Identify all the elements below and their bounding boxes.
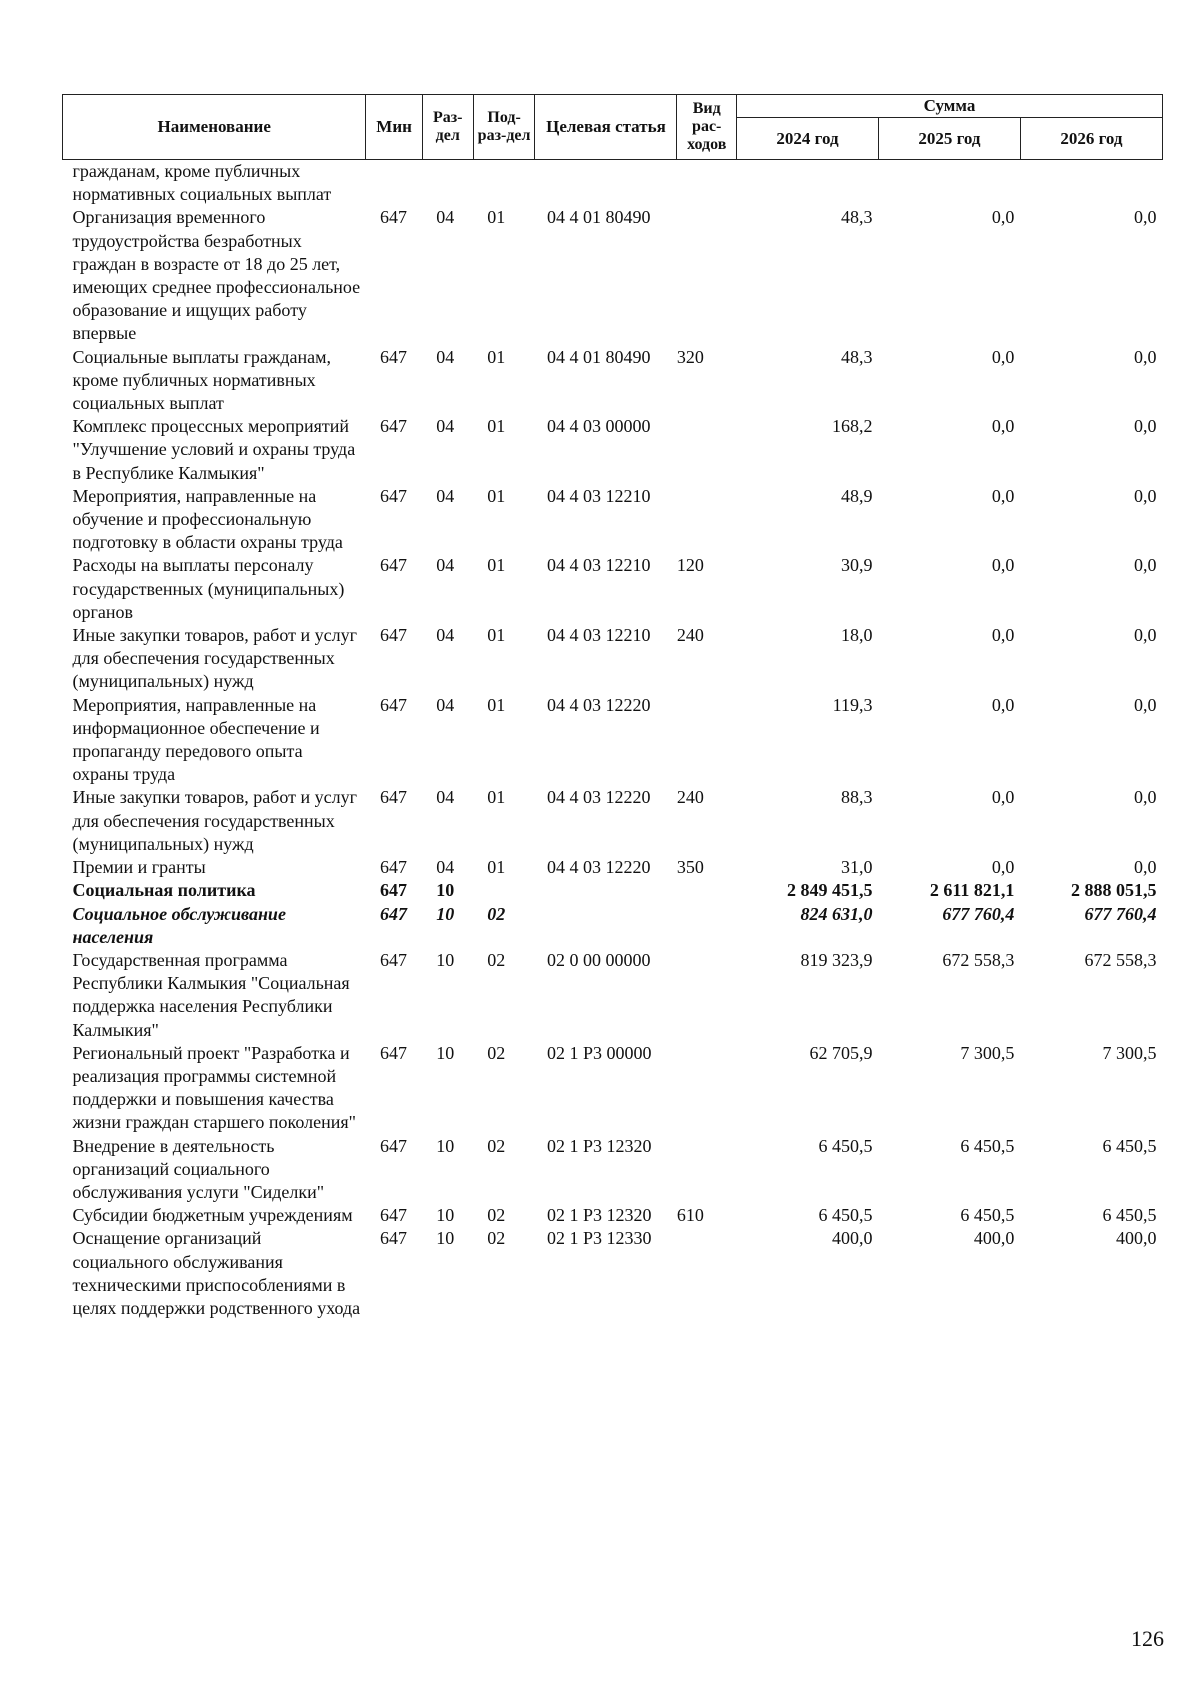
row-amount-2024: 62 705,9 <box>809 1042 873 1063</box>
row-name: Комплекс процессных мероприятий "Улучшение условий и охраны труда в Республике Калмыкия" <box>72 416 356 483</box>
table-header <box>63 95 1163 160</box>
row-podrazdel: 02 <box>487 1205 506 1226</box>
row-podrazdel: 02 <box>487 949 506 970</box>
row-amount-2024: 400,0 <box>831 1228 873 1249</box>
table-row <box>63 1135 1163 1205</box>
row-kind <box>677 1227 737 1320</box>
row-amount-2024: 31,0 <box>840 857 873 878</box>
row-kind <box>677 1042 737 1135</box>
row-amount-2026: 0,0 <box>1134 416 1157 437</box>
table-row <box>63 1227 1163 1320</box>
table-body <box>63 160 1163 1321</box>
col-header-razdel: Раз-дел <box>422 95 473 160</box>
row-amount-2026: 6 450,5 <box>1102 1205 1157 1226</box>
row-amount-2025: 7 300,5 <box>960 1042 1015 1063</box>
row-amount-2024: 48,9 <box>840 485 873 506</box>
row-podrazdel: 02 <box>487 1228 506 1249</box>
row-min: 647 <box>379 903 407 924</box>
page-number: 126 <box>1131 1626 1164 1651</box>
row-amount-2025: 0,0 <box>991 416 1015 437</box>
row-amount-2024: 88,3 <box>840 787 873 808</box>
row-name: Социальные выплаты гражданам, кроме публичных нормативных социальных выплат <box>72 346 331 414</box>
col-header-min: Мин <box>366 95 422 160</box>
row-amount-2025 <box>878 160 1020 207</box>
row-min: 647 <box>379 949 407 970</box>
row-razdel: 10 <box>436 1135 455 1156</box>
row-article: 04 4 03 12210 <box>546 555 651 576</box>
row-min: 647 <box>379 346 407 367</box>
row-amount-2026: 0,0 <box>1134 625 1157 646</box>
row-name: Иные закупки товаров, работ и услуг для обеспечения государственных (муниципальных) нужд <box>72 625 357 692</box>
row-amount-2026: 7 300,5 <box>1102 1042 1157 1063</box>
row-min: 647 <box>379 880 407 901</box>
row-amount-2024: 30,9 <box>840 555 873 576</box>
row-article <box>535 879 677 902</box>
row-podrazdel: 01 <box>487 857 506 878</box>
row-amount-2026: 0,0 <box>1134 346 1157 367</box>
row-kind: 240 <box>676 625 704 646</box>
row-podrazdel: 02 <box>487 903 506 924</box>
row-amount-2024: 2 849 451,5 <box>786 880 873 901</box>
row-amount-2026: 0,0 <box>1134 694 1157 715</box>
row-min: 647 <box>379 857 407 878</box>
row-razdel: 04 <box>436 625 455 646</box>
table-row <box>63 786 1163 856</box>
row-article <box>535 160 677 207</box>
row-razdel: 04 <box>436 485 455 506</box>
row-article <box>535 903 677 949</box>
table-row <box>63 949 1163 1042</box>
table-row <box>63 879 1163 902</box>
table-row <box>63 346 1163 416</box>
row-razdel: 10 <box>436 1042 455 1063</box>
row-podrazdel <box>473 160 535 207</box>
row-article: 02 1 Р3 12320 <box>546 1135 652 1156</box>
table-row <box>63 694 1163 787</box>
table-row <box>63 624 1163 694</box>
row-razdel: 04 <box>436 207 455 228</box>
table-row <box>63 415 1163 485</box>
row-name: Мероприятия, направленные на информационное обеспечение и пропаганду передового опыта охраны труда <box>72 694 320 785</box>
row-amount-2024: 6 450,5 <box>818 1135 873 1156</box>
row-amount-2025: 0,0 <box>991 694 1015 715</box>
row-amount-2026: 0,0 <box>1134 485 1157 506</box>
row-article: 02 0 00 00000 <box>546 949 651 970</box>
row-razdel: 04 <box>436 555 455 576</box>
row-amount-2024: 48,3 <box>840 207 873 228</box>
row-article: 04 4 03 12220 <box>546 787 651 808</box>
table-row <box>63 554 1163 624</box>
row-min: 647 <box>379 1135 407 1156</box>
budget-table <box>62 94 1163 1320</box>
row-amount-2026: 0,0 <box>1134 207 1157 228</box>
row-amount-2026: 0,0 <box>1134 857 1157 878</box>
row-amount-2024: 48,3 <box>840 346 873 367</box>
row-amount-2026: 0,0 <box>1134 555 1157 576</box>
row-amount-2026: 6 450,5 <box>1102 1135 1157 1156</box>
row-kind <box>677 949 737 1042</box>
col-header-article: Целевая статья <box>535 95 677 160</box>
row-kind <box>677 1135 737 1205</box>
row-amount-2025: 0,0 <box>991 857 1015 878</box>
row-kind <box>677 694 737 787</box>
row-amount-2024 <box>737 160 879 207</box>
row-article: 04 4 01 80490 <box>546 207 651 228</box>
row-kind <box>677 415 737 485</box>
row-razdel <box>422 160 473 207</box>
row-amount-2024: 18,0 <box>840 625 873 646</box>
row-name: Иные закупки товаров, работ и услуг для обеспечения государственных (муниципальных) нужд <box>72 787 357 854</box>
row-razdel: 04 <box>436 787 455 808</box>
table-row <box>63 485 1163 555</box>
row-min: 647 <box>379 207 407 228</box>
row-podrazdel: 01 <box>487 485 506 506</box>
row-article: 02 1 Р3 00000 <box>546 1042 652 1063</box>
row-amount-2025: 0,0 <box>991 346 1015 367</box>
row-amount-2026: 2 888 051,5 <box>1071 880 1157 901</box>
row-podrazdel <box>473 879 535 902</box>
row-kind <box>677 206 737 345</box>
row-podrazdel: 01 <box>487 555 506 576</box>
table-row <box>63 160 1163 207</box>
row-podrazdel: 01 <box>487 416 506 437</box>
table-row <box>63 1042 1163 1135</box>
row-min: 647 <box>379 555 407 576</box>
row-podrazdel: 01 <box>487 787 506 808</box>
row-article: 04 4 01 80490 <box>546 346 651 367</box>
row-amount-2025: 0,0 <box>991 787 1015 808</box>
row-article: 02 1 Р3 12330 <box>546 1228 652 1249</box>
row-podrazdel: 01 <box>487 207 506 228</box>
row-amount-2026 <box>1020 160 1162 207</box>
row-name: Социальное обслуживание населения <box>72 903 286 947</box>
row-name: Субсидии бюджетным учреждениям <box>72 1205 353 1226</box>
row-kind <box>677 903 737 949</box>
col-header-sum: Сумма <box>737 95 1163 118</box>
row-kind <box>677 160 737 207</box>
row-amount-2024: 819 323,9 <box>800 949 873 970</box>
row-name: Организация временного трудоустройства безработных граждан в возрасте от 18 до 25 лет, имеющих среднее профессиональное образование и ищущих работу впервые <box>72 207 361 344</box>
row-name: Премии и гранты <box>72 857 206 878</box>
row-min: 647 <box>379 625 407 646</box>
row-kind: 320 <box>676 346 704 367</box>
row-razdel: 04 <box>436 694 455 715</box>
row-article: 04 4 03 00000 <box>546 416 651 437</box>
row-amount-2025: 677 760,4 <box>942 903 1015 924</box>
row-article: 04 4 03 12210 <box>546 625 651 646</box>
row-name: Оснащение организаций социального обслуживания техническими приспособлениями в целях поддержки родственного ухода <box>72 1228 361 1318</box>
col-header-kind: Вид рас-ходов <box>677 95 737 160</box>
row-amount-2025: 0,0 <box>991 555 1015 576</box>
row-podrazdel: 01 <box>487 625 506 646</box>
row-amount-2025: 400,0 <box>973 1228 1015 1249</box>
row-amount-2026: 400,0 <box>1116 1228 1157 1249</box>
row-kind <box>677 879 737 902</box>
col-header-name: Наименование <box>63 95 366 160</box>
row-kind: 610 <box>676 1205 704 1226</box>
row-podrazdel: 02 <box>487 1135 506 1156</box>
row-amount-2025: 0,0 <box>991 485 1015 506</box>
row-amount-2024: 168,2 <box>831 416 873 437</box>
row-amount-2026: 677 760,4 <box>1084 903 1157 924</box>
col-header-2025: 2025 год <box>878 118 1020 160</box>
row-min: 647 <box>379 485 407 506</box>
row-amount-2025: 0,0 <box>991 625 1015 646</box>
row-article: 02 1 Р3 12320 <box>546 1205 652 1226</box>
row-amount-2024: 6 450,5 <box>818 1205 873 1226</box>
row-razdel: 10 <box>436 1205 455 1226</box>
row-razdel: 10 <box>436 949 455 970</box>
table-row <box>63 206 1163 345</box>
row-podrazdel: 01 <box>487 346 506 367</box>
row-name: Социальная политика <box>72 880 256 901</box>
row-razdel: 04 <box>436 857 455 878</box>
row-kind: 120 <box>676 555 704 576</box>
table-row <box>63 856 1163 879</box>
row-name: гражданам, кроме публичных нормативных социальных выплат <box>72 161 332 205</box>
row-razdel: 10 <box>436 903 455 924</box>
table-row <box>63 1204 1163 1227</box>
row-article: 04 4 03 12210 <box>546 485 651 506</box>
row-podrazdel: 02 <box>487 1042 506 1063</box>
row-min: 647 <box>379 416 407 437</box>
row-kind: 240 <box>676 787 704 808</box>
row-amount-2024: 824 631,0 <box>800 903 873 924</box>
col-header-2024: 2024 год <box>737 118 879 160</box>
row-min: 647 <box>379 1228 407 1249</box>
table-row <box>63 903 1163 949</box>
row-razdel: 04 <box>436 346 455 367</box>
col-header-2026: 2026 год <box>1020 118 1162 160</box>
row-razdel: 10 <box>436 880 455 901</box>
row-amount-2026: 0,0 <box>1134 787 1157 808</box>
row-min <box>366 160 422 207</box>
row-name: Мероприятия, направленные на обучение и профессиональную подготовку в области охраны труда <box>72 485 343 553</box>
row-amount-2024: 119,3 <box>832 694 873 715</box>
row-kind: 350 <box>676 857 704 878</box>
row-amount-2025: 0,0 <box>991 207 1015 228</box>
row-name: Региональный проект "Разработка и реализация программы системной поддержки и повышения качества жизни граждан старшего поколения" <box>72 1042 356 1133</box>
row-name: Расходы на выплаты персоналу государственных (муниципальных) органов <box>72 555 345 622</box>
row-name: Внедрение в деятельность организаций социального обслуживания услуги "Сиделки" <box>72 1135 325 1202</box>
row-article: 04 4 03 12220 <box>546 857 651 878</box>
col-header-podrazdel: Под-раз-дел <box>473 95 535 160</box>
row-min: 647 <box>379 787 407 808</box>
row-name: Государственная программа Республики Калмыкия "Социальная поддержка населения Республики Калмыкия" <box>72 949 350 1040</box>
row-min: 647 <box>379 1042 407 1063</box>
row-razdel: 04 <box>436 416 455 437</box>
row-amount-2025: 672 558,3 <box>942 949 1015 970</box>
row-min: 647 <box>379 694 407 715</box>
row-amount-2026: 672 558,3 <box>1084 949 1157 970</box>
row-amount-2025: 6 450,5 <box>960 1135 1015 1156</box>
row-amount-2025: 6 450,5 <box>960 1205 1015 1226</box>
row-podrazdel: 01 <box>487 694 506 715</box>
row-amount-2025: 2 611 821,1 <box>929 880 1015 901</box>
row-kind <box>677 485 737 555</box>
row-min: 647 <box>379 1205 407 1226</box>
row-article: 04 4 03 12220 <box>546 694 651 715</box>
row-razdel: 10 <box>436 1228 455 1249</box>
